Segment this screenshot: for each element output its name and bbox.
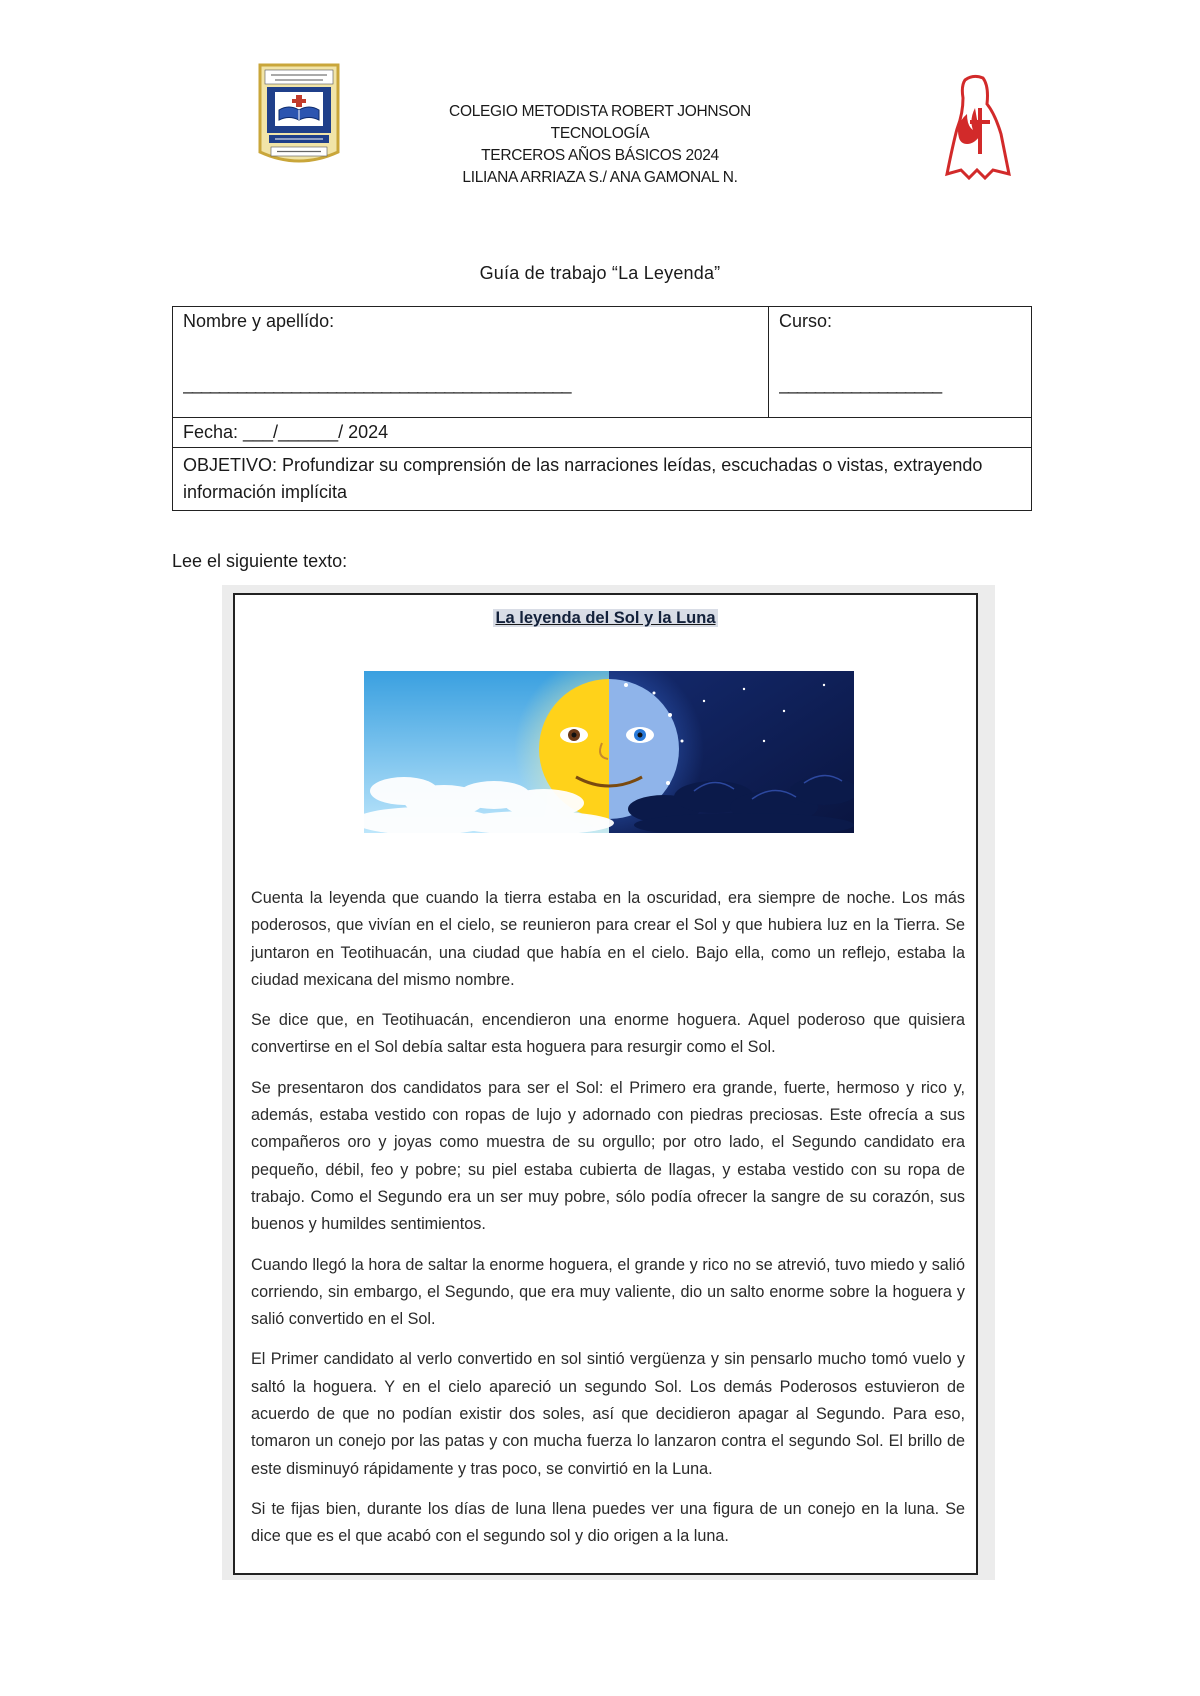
story-paragraph: Si te fijas bien, durante los días de luna llena puedes ver una figura de un conejo en la luna. Se dice que es el que acabó con el segundo sol y dio origen a la luna. xyxy=(251,1499,965,1546)
story-paragraph: Cuando llegó la hora de saltar la enorme hoguera, el grande y rico no se atrevió, tuvo miedo y salió corriendo, sin embargo, el Segundo, que era muy valiente, dio un salto enorme sobre la hoguera y salió convertido en el Sol. xyxy=(251,1255,965,1329)
date-label: Fecha: ___/______/ 2024 xyxy=(183,422,389,442)
name-label: Nombre y apellído: xyxy=(183,311,335,331)
school-header xyxy=(400,101,800,189)
subject-name: TECNOLOGÍA xyxy=(550,125,650,142)
school-crest-logo xyxy=(257,62,341,170)
objective-text: Profundizar su comprensión de las narraciones leídas, escuchadas o vistas, extrayendo información implícita xyxy=(183,455,983,502)
guide-title: Guía de trabajo “La Leyenda” xyxy=(479,263,721,283)
story-paragraph: Se presentaron dos candidatos para ser el Sol: el Primero era grande, fuerte, hermoso y rico y, además, estaba vestido con ropas de lujo y adornado con piedras preciosas. Este ofrecía a sus compañeros oro y joyas como muestra de su orgullo; por otro lado, el Segundo candidato era pequeño, débil, feo y pobre; su piel estaba cubierta de llagas, y estaba vestido con su ropa de trabajo. Como el Segundo era un ser muy pobre, sólo podía ofrecer la sangre de su corazón, sus buenos y humildes sentimientos. xyxy=(251,1078,965,1234)
objective-cell xyxy=(173,448,1032,511)
student-info-table xyxy=(172,306,1032,511)
course-label: Curso: xyxy=(779,311,833,331)
methodist-logo xyxy=(945,74,1011,180)
name-cell[interactable] xyxy=(173,307,769,418)
story-box xyxy=(233,593,978,1575)
course-cell[interactable] xyxy=(769,307,1032,418)
course-line: __________________ xyxy=(779,374,942,394)
story-paragraph: Cuenta la leyenda que cuando la tierra estaba en la oscuridad, era siempre de noche. Los más poderosos, que vivían en el cielo, se reunieron para crear el Sol y que hubiera luz en la Tierra. Se juntaron en Teotihuacán, una ciudad que había en el cielo. Bajo ella, como un reflejo, estaba la ciudad mexicana del mismo nombre. xyxy=(251,889,965,989)
methodist-cross-flame-icon xyxy=(945,74,1011,180)
objective-label: OBJETIVO: xyxy=(183,455,278,475)
teacher-names: LILIANA ARRIAZA S./ ANA GAMONAL N. xyxy=(462,169,738,186)
school-name: COLEGIO METODISTA ROBERT JOHNSON xyxy=(449,103,751,120)
story-title-text: La leyenda del Sol y la Luna xyxy=(495,609,716,627)
story-paragraph: El Primer candidato al verlo convertido en sol sintió vergüenza y sin pensarlo mucho tomó vuelo y saltó la hoguera. Y en el cielo apareció un segundo Sol. Los demás Poderosos estuvieron de acuerdo de que no podían existir dos soles, así que decidieron apagar al Segundo. Para eso, tomaron un conejo por las patas y con mucha fuerza lo lanzaron contra el segundo Sol. El brillo de este disminuyó rápidamente y tras poco, se convirtió en la Luna. xyxy=(251,1350,965,1478)
story-text xyxy=(251,885,965,1564)
name-line: ___________________________________________ xyxy=(183,374,571,394)
course-name: TERCEROS AÑOS BÁSICOS 2024 xyxy=(481,147,719,164)
story-title xyxy=(235,609,976,628)
date-cell[interactable] xyxy=(173,418,1032,448)
school-crest-book-icon xyxy=(257,62,341,170)
sun-and-moon-face-illustration xyxy=(364,671,854,833)
reading-prompt: Lee el siguiente texto: xyxy=(172,551,348,571)
story-paragraph: Se dice que, en Teotihuacán, encendieron una enorme hoguera. Aquel poderoso que quisiera convertirse en el Sol debía saltar esta hoguera para resurgir como el Sol. xyxy=(251,1011,965,1057)
